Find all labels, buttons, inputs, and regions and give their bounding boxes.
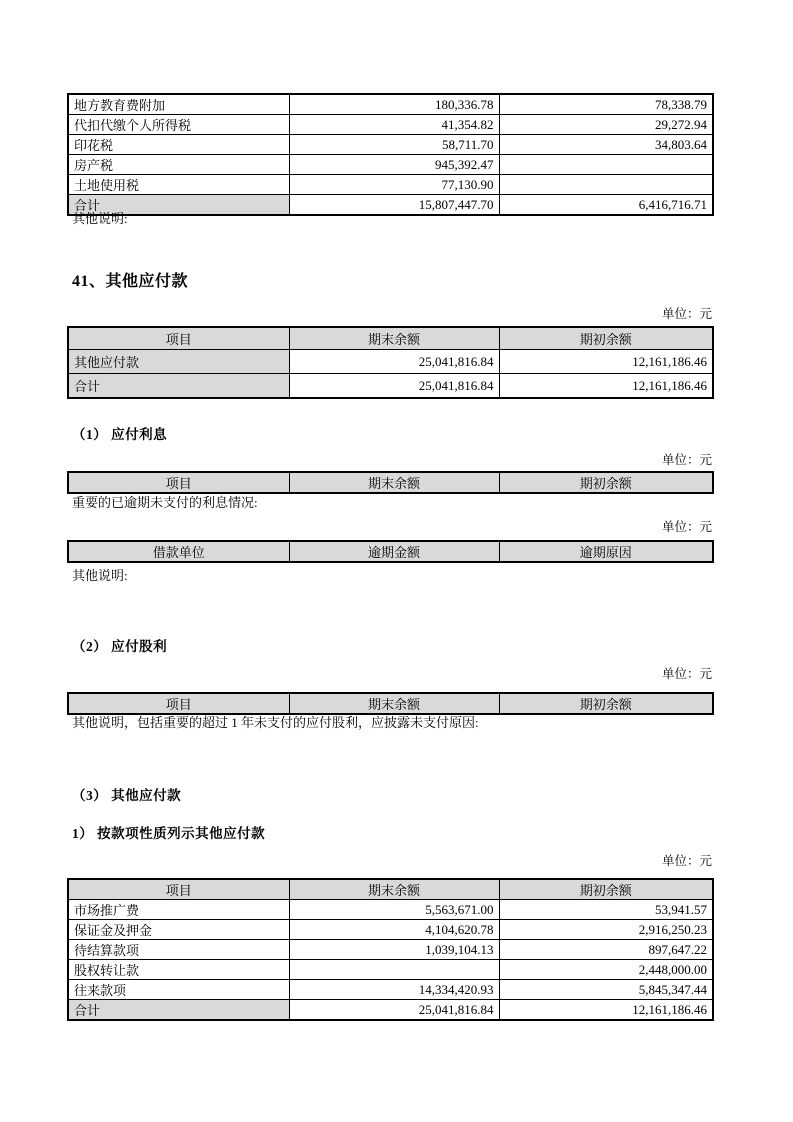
table-row (68, 135, 713, 155)
sub-section-1-heading: （1） 应付利息 (72, 427, 168, 442)
column-header: 期初余额 (499, 472, 713, 493)
row-label-cell: 股权转让款 (68, 960, 289, 980)
ending-balance-cell: 25,041,816.84 (289, 374, 499, 399)
column-header: 期末余额 (289, 327, 499, 350)
beginning-balance-cell: 12,161,186.46 (499, 1000, 713, 1021)
ending-balance-cell: 25,041,816.84 (289, 350, 499, 374)
unit-label-4: 单位：元 (661, 667, 712, 681)
row-label-cell: 往来款项 (68, 980, 289, 1000)
column-header: 期末余额 (289, 472, 499, 493)
unit-label-1: 单位：元 (661, 307, 712, 321)
ending-balance-cell: 180,336.78 (289, 94, 499, 115)
header-row (68, 541, 713, 562)
sub-section-3-heading: （3） 其他应付款 (72, 788, 182, 803)
column-header: 项目 (68, 327, 289, 350)
table-row (68, 175, 713, 195)
dividends-payable-table-container (67, 692, 714, 715)
column-header: 期初余额 (499, 327, 713, 350)
ending-balance-cell: 945,392.47 (289, 155, 499, 175)
column-header: 逾期金额 (289, 541, 499, 562)
total-row (68, 195, 713, 216)
column-header: 项目 (68, 693, 289, 714)
column-header: 借款单位 (68, 541, 289, 562)
table-row (68, 94, 713, 115)
table-row (68, 960, 713, 980)
header-row (68, 472, 713, 493)
beginning-balance-cell: 5,845,347.44 (499, 980, 713, 1000)
table-row (68, 980, 713, 1000)
other-payables-by-nature-table (67, 878, 714, 1021)
other-payables-by-nature-table-container (67, 878, 714, 1021)
sub-section-2-heading: （2） 应付股利 (72, 639, 168, 654)
column-header: 期末余额 (289, 693, 499, 714)
beginning-balance-cell (499, 175, 713, 195)
column-header: 项目 (68, 472, 289, 493)
beginning-balance-cell: 6,416,716.71 (499, 195, 713, 216)
column-header: 期初余额 (499, 879, 713, 900)
unit-label-2: 单位：元 (661, 453, 712, 467)
header-row (68, 693, 713, 714)
ending-balance-cell: 15,807,447.70 (289, 195, 499, 216)
unit-label-5: 单位：元 (661, 854, 712, 868)
row-label-cell: 合计 (68, 1000, 289, 1021)
row-label-cell: 地方教育费附加 (68, 94, 289, 115)
beginning-balance-cell: 12,161,186.46 (499, 350, 713, 374)
table-row (68, 940, 713, 960)
ending-balance-cell: 1,039,104.13 (289, 940, 499, 960)
row-label-cell: 合计 (68, 374, 289, 399)
column-header: 逾期原因 (499, 541, 713, 562)
beginning-balance-cell (499, 155, 713, 175)
row-label-cell: 保证金及押金 (68, 920, 289, 940)
beginning-balance-cell: 897,647.22 (499, 940, 713, 960)
beginning-balance-cell: 2,448,000.00 (499, 960, 713, 980)
section-41-heading: 41、其他应付款 (72, 273, 189, 290)
ending-balance-cell: 41,354.82 (289, 115, 499, 135)
total-row (68, 374, 713, 399)
header-row (68, 327, 713, 350)
table-row (68, 900, 713, 920)
header-row (68, 879, 713, 900)
table-row (68, 350, 713, 374)
row-label-cell: 代扣代缴个人所得税 (68, 115, 289, 135)
ending-balance-cell: 25,041,816.84 (289, 1000, 499, 1021)
ending-balance-cell: 58,711.70 (289, 135, 499, 155)
other-payables-summary-table (67, 326, 714, 399)
other-note-1: 其他说明: (72, 211, 128, 226)
overdue-interest-table-container (67, 540, 714, 563)
column-header: 期初余额 (499, 693, 713, 714)
dividends-payable-table (67, 692, 714, 715)
beginning-balance-cell: 34,803.64 (499, 135, 713, 155)
ending-balance-cell (289, 960, 499, 980)
beginning-balance-cell: 78,338.79 (499, 94, 713, 115)
row-label-cell: 房产税 (68, 155, 289, 175)
taxes-payable-table-container (67, 93, 714, 216)
beginning-balance-cell: 29,272.94 (499, 115, 713, 135)
interest-payable-table-container (67, 471, 714, 494)
total-row (68, 1000, 713, 1021)
sub-section-3-1-heading: 1） 按款项性质列示其他应付款 (72, 826, 266, 841)
column-header: 项目 (68, 879, 289, 900)
ending-balance-cell: 5,563,671.00 (289, 900, 499, 920)
other-payables-summary-table-container (67, 326, 714, 399)
overdue-interest-note: 重要的已逾期未支付的利息情况: (72, 495, 258, 510)
unit-label-3: 单位：元 (661, 520, 712, 534)
row-label-cell: 市场推广费 (68, 900, 289, 920)
column-header: 期末余额 (289, 879, 499, 900)
beginning-balance-cell: 2,916,250.23 (499, 920, 713, 940)
beginning-balance-cell: 12,161,186.46 (499, 374, 713, 399)
interest-payable-table (67, 471, 714, 494)
row-label-cell: 待结算款项 (68, 940, 289, 960)
beginning-balance-cell: 53,941.57 (499, 900, 713, 920)
ending-balance-cell: 14,334,420.93 (289, 980, 499, 1000)
table-row (68, 920, 713, 940)
table-row (68, 155, 713, 175)
ending-balance-cell: 77,130.90 (289, 175, 499, 195)
other-note-2: 其他说明: (72, 568, 128, 583)
dividend-note: 其他说明，包括重要的超过 1 年未支付的应付股利，应披露未支付原因: (72, 715, 479, 730)
row-label-cell: 印花税 (68, 135, 289, 155)
row-label-cell: 其他应付款 (68, 350, 289, 374)
overdue-interest-table (67, 540, 714, 563)
ending-balance-cell: 4,104,620.78 (289, 920, 499, 940)
taxes-continued-table (67, 93, 714, 216)
row-label-cell: 土地使用税 (68, 175, 289, 195)
table-row (68, 115, 713, 135)
row-label-cell: 合计 (68, 195, 289, 216)
